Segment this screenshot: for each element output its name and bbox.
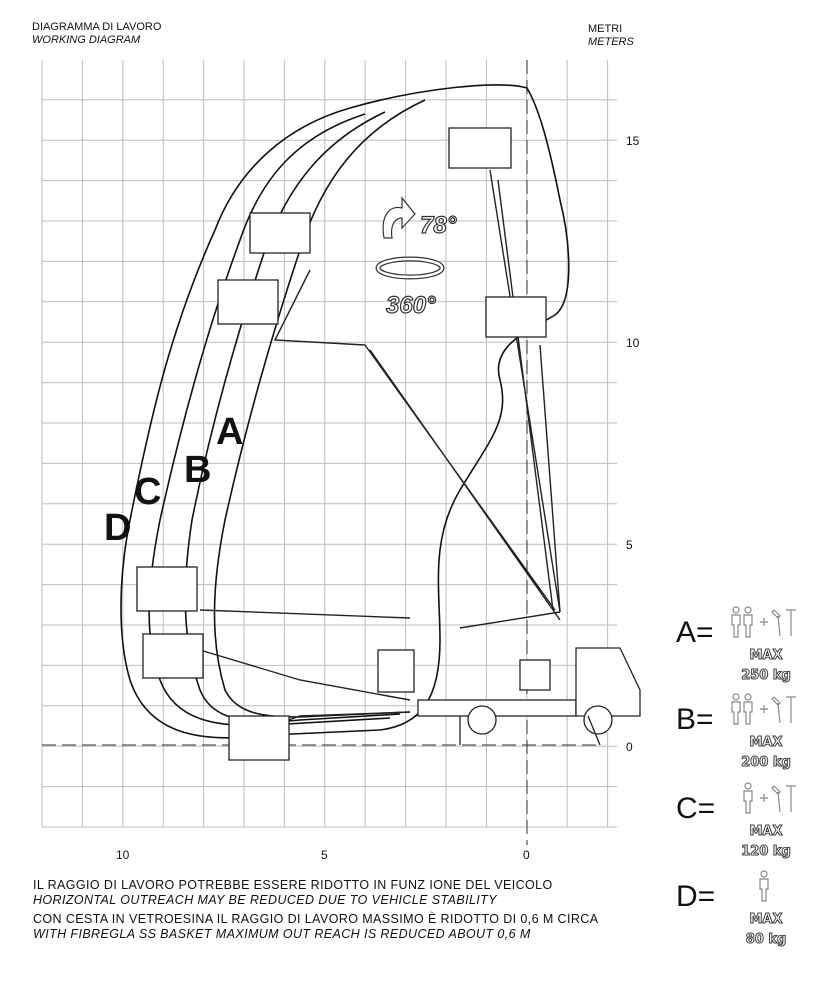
- legend-letter-a: A=: [676, 616, 714, 649]
- title-italian: DIAGRAMMA DI LAVORO: [32, 21, 162, 33]
- y-tick-0: 0: [626, 740, 633, 754]
- unit-english: METERS: [588, 36, 634, 48]
- boom-vertical: [490, 170, 560, 612]
- unit-italian: METRI: [588, 23, 623, 35]
- legend-max-b: MAX: [749, 735, 783, 750]
- basket-near: [486, 297, 546, 337]
- y-tick-15: 15: [626, 134, 640, 148]
- tilt-arrow-icon: [383, 198, 415, 238]
- boom-diagonal: [365, 345, 560, 620]
- person-tools-icon: [730, 782, 810, 814]
- notes: [33, 878, 598, 942]
- envelope-curve-a: [214, 100, 425, 717]
- legend-load-d: 80 kg: [745, 932, 787, 947]
- basket-upper: [250, 213, 310, 253]
- legend-row-a: [676, 606, 816, 686]
- y-tick-5: 5: [626, 538, 633, 552]
- legend-max-d: MAX: [749, 912, 783, 927]
- legend-row-b: [676, 693, 816, 773]
- note-line2-italian: CON CESTA IN VETROESINA IL RAGGIO DI LAVORO MASSIMO È RIDOTTO DI 0,6 M CIRCA: [33, 912, 599, 926]
- basket-top: [449, 128, 511, 168]
- two-persons-tools-icon: [730, 693, 810, 725]
- truck-wheel-rear: [468, 706, 496, 734]
- boom-near: [540, 345, 560, 612]
- note-line2-english: WITH FIBREGLA SS BASKET MAXIMUM OUT REACH IS REDUCED ABOUT 0,6 M: [33, 927, 531, 941]
- basket-mid: [218, 280, 278, 324]
- basket-low: [143, 634, 203, 678]
- legend-letter-d: D=: [676, 880, 716, 913]
- truck-cab: [576, 648, 640, 716]
- note-line1-english: HORIZONTAL OUTREACH MAY BE REDUCED DUE TO VEHICLE STABILITY: [33, 893, 497, 907]
- basket-reach: [137, 567, 197, 611]
- legend-row-c: [676, 782, 816, 862]
- legend-load-b: 200 kg: [741, 755, 791, 770]
- y-tick-10: 10: [626, 336, 640, 350]
- legend-max-a: MAX: [749, 648, 783, 663]
- title-english: WORKING DIAGRAM: [32, 34, 141, 46]
- curve-label-c: C: [134, 471, 162, 513]
- slew-angle-label: 360°: [386, 292, 436, 319]
- legend-letter-c: C=: [676, 792, 716, 825]
- person-icon: [730, 870, 810, 902]
- boom-positions: [200, 170, 560, 730]
- curve-label-b: B: [184, 449, 212, 491]
- curve-label-d: D: [104, 507, 132, 549]
- x-tick-10: 10: [116, 848, 130, 862]
- legend-load-c: 120 kg: [741, 844, 791, 859]
- truck-wheel-front: [584, 706, 612, 734]
- curve-label-a: A: [216, 411, 244, 453]
- legend-row-d: [676, 870, 816, 950]
- two-persons-tools-icon: [730, 606, 810, 638]
- boom-upper-arm: [275, 270, 365, 345]
- basket-ground: [229, 716, 289, 760]
- tilt-angle-label: 78°: [420, 212, 457, 239]
- basket-stowed: [378, 650, 414, 692]
- legend-max-c: MAX: [749, 824, 783, 839]
- legend-load-a: 250 kg: [741, 668, 791, 683]
- rotation-symbols: [378, 198, 457, 319]
- truck: [418, 648, 640, 745]
- turret: [520, 660, 550, 690]
- x-tick-5: 5: [321, 848, 328, 862]
- x-tick-0: 0: [523, 848, 530, 862]
- legend-letter-b: B=: [676, 703, 714, 736]
- truck-chassis: [418, 700, 576, 716]
- note-line1-italian: IL RAGGIO DI LAVORO POTREBBE ESSERE RIDOTTO IN FUNZ IONE DEL VEICOLO: [33, 878, 553, 892]
